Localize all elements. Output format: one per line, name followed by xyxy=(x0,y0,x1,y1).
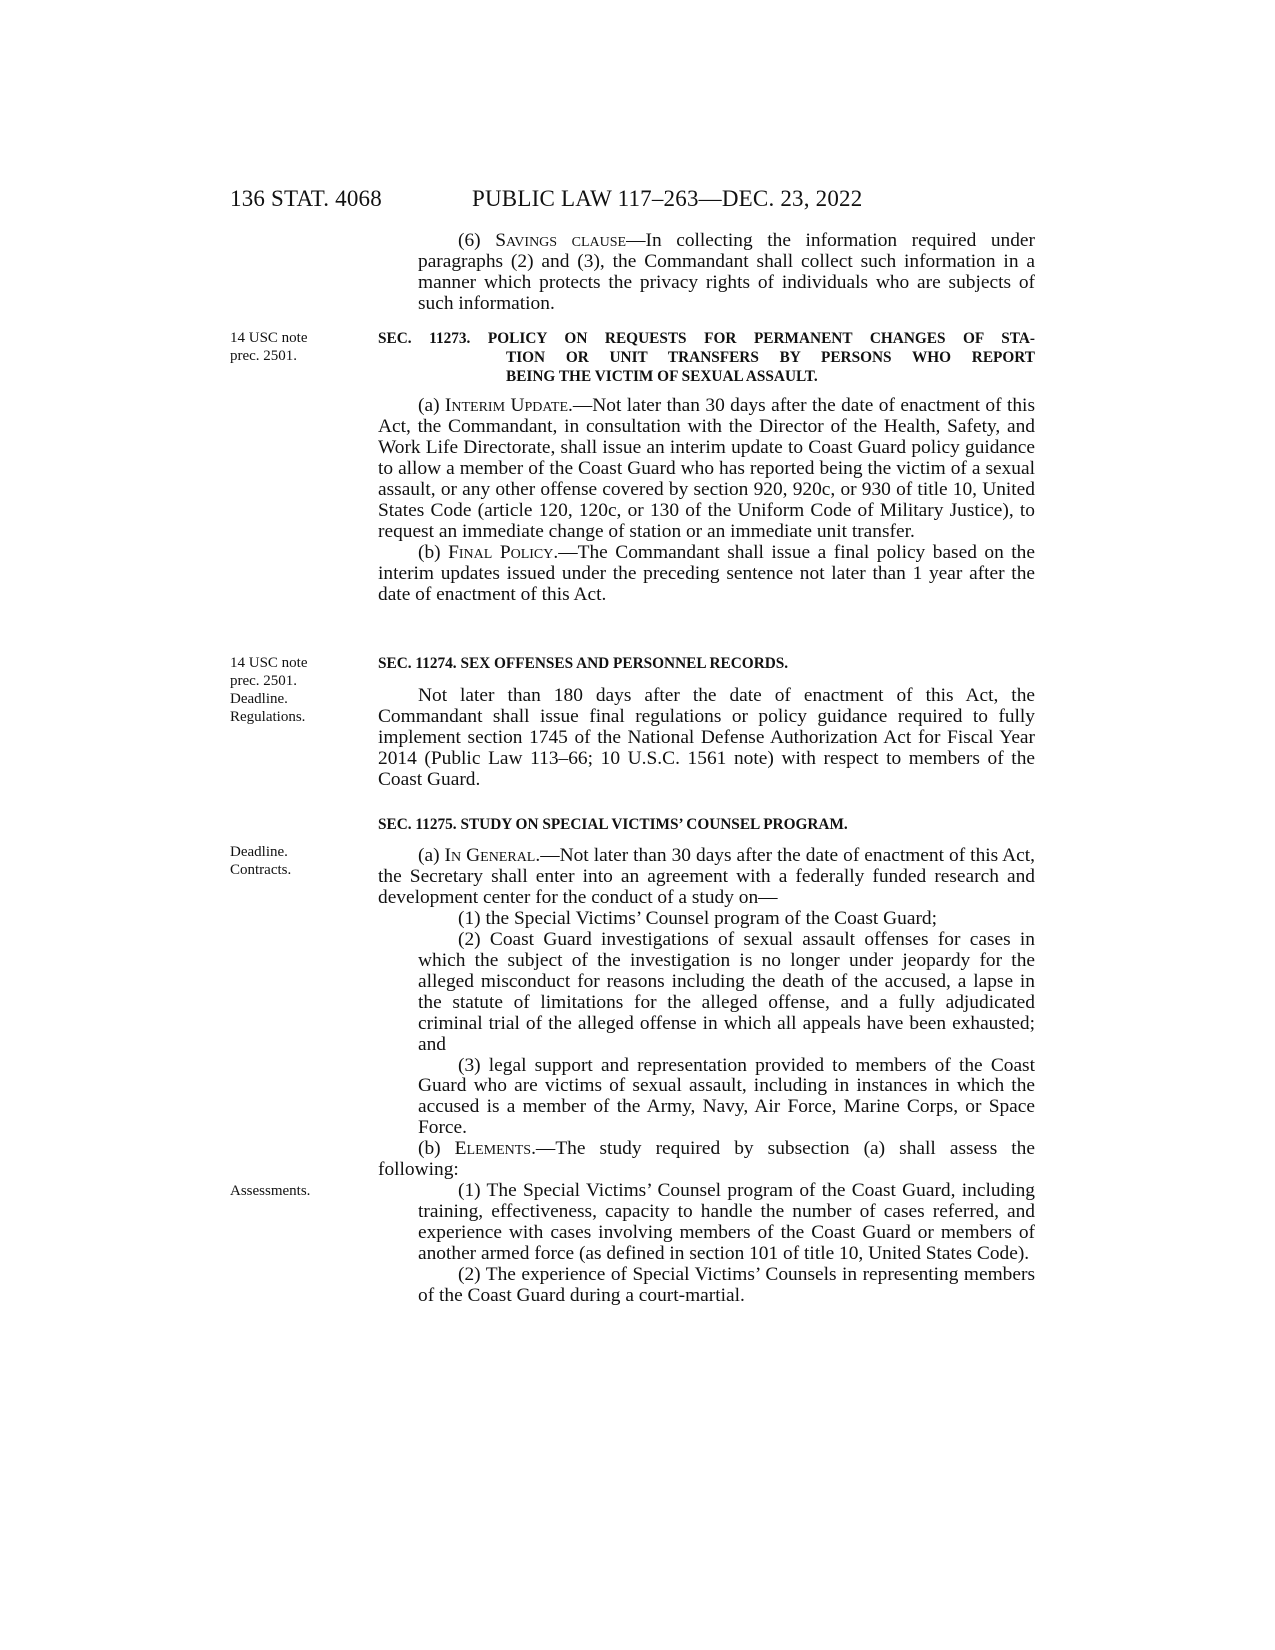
section-11273 xyxy=(378,329,1035,606)
list-item-11275-a-1: (1) the Special Victims’ Counsel program of the Coast Guard; xyxy=(458,907,938,929)
heading-elements: Elements xyxy=(454,1138,532,1160)
savings-clause-paragraph: (6) Savings clause—In collecting the information required under paragraphs (2) and (3), the Commandant shall collect such information in a manner which protects the privacy rights of individuals who are subjects of such information. xyxy=(418,230,1035,314)
list-item-11275-b-2: (2) The experience of Special Victims’ Counsels in representing members of the Coast Guard during a court-martial. xyxy=(418,1264,1035,1307)
section-heading-11275: SEC. 11275. STUDY ON SPECIAL VICTIMS’ COUNSEL PROGRAM. xyxy=(378,816,848,833)
heading-interim-update: Interim Update xyxy=(444,395,569,416)
paragraph-11273-a: (a) Interim Update.—Not later than 30 days after the date of enactment of this Act, the Commandant, in consultation with the Director of the Health, Safety, and Work Life Directorate, shall issue an interim update to Coast Guard policy guidance to allow a member of the Coast Guard who has reported being the victim of a sexual assault, or any other offense covered by section 920, 920c, or 930 of title 10, United States Code (article 120, 120c, or 130 of the Uniform Code of Military Justice), to request an immediate change of station or an immediate unit transfer. xyxy=(378,395,1035,542)
heading-final-policy: Final Policy xyxy=(448,541,554,563)
section-11274 xyxy=(378,654,1035,791)
list-item-11275-a-3: (3) legal support and representation provided to members of the Coast Guard who are victims of sexual assault, including in instances in which the accused is a member of the Army, Navy, Air Force, Marine Corps, or Space Force. xyxy=(418,1054,1035,1139)
margin-note-11275-b: Assessments. xyxy=(230,1183,311,1199)
paragraph-11274: Not later than 180 days after the date of enactment of this Act, the Commandant shall issue final regulations or policy guidance required to fully implement section 1745 of the National Defense Authorization Act for Fiscal Year 2014 (Public Law 113–66; 10 U.S.C. 1561 note) with respect to members of the Coast Guard. xyxy=(378,685,1035,790)
paragraph-11273-b: (b) Final Policy.—The Commandant shall issue a final policy based on the interim updates issued under the preceding sentence not later than 1 year after the date of enactment of this Act. xyxy=(378,541,1035,605)
margin-note-11273: 14 USC note prec. 2501. xyxy=(230,330,308,364)
paragraph-11275-a: (a) In General.—Not later than 30 days after the date of enactment of this Act, the Secretary shall enter into an agreement with a federally funded research and development center for the conduct of a study on— xyxy=(378,845,1035,908)
section-heading-11274: SEC. 11274. SEX OFFENSES AND PERSONNEL RECORDS. xyxy=(378,655,789,672)
list-item-11275-b-1: (1) The Special Victims’ Counsel program of the Coast Guard, including training, effectiveness, capacity to handle the number of cases referred, and experience with cases involving members of the Coast Guard or members of another armed force (as defined in section 101 of title 10, United States Code). xyxy=(418,1180,1035,1265)
stat-page-number: 136 STAT. 4068 xyxy=(230,186,382,211)
margin-note-11274: 14 USC note prec. 2501. Deadline. Regulations. xyxy=(230,655,308,725)
margin-note-11275-a: Deadline. Contracts. xyxy=(230,844,292,878)
section-11275 xyxy=(378,815,1035,1307)
running-header-title: PUBLIC LAW 117–263—DEC. 23, 2022 xyxy=(472,186,863,211)
savings-clause-block xyxy=(378,231,1035,315)
savings-clause-heading: Savings clause xyxy=(495,230,627,251)
list-item-11275-a-2: (2) Coast Guard investigations of sexual assault offenses for cases in which the subject of the investigation is no longer under jeopardy for the alleged misconduct for reasons including the death of the accused, a lapse in the statute of limitations for the alleged offense, and a fully adjudicated criminal trial of the alleged offense in which all appeals have been exhausted; and xyxy=(418,928,1035,1055)
paragraph-11275-b: (b) Elements.—The study required by subsection (a) shall assess the following: xyxy=(378,1138,1035,1181)
heading-in-general: In General xyxy=(444,845,536,866)
section-heading-11273: SEC. 11273. POLICY ON REQUESTS FOR PERMANENT CHANGES OF STA- TION OR UNIT TRANSFERS BY PERSONS WHO REPORT BEING THE VICTIM OF SEXUAL ASSAULT. xyxy=(378,330,1035,385)
